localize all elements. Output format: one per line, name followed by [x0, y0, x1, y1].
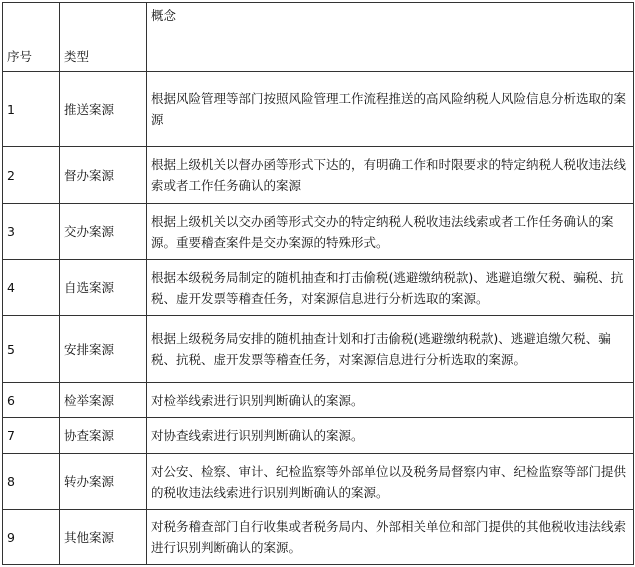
row-type: 安排案源	[60, 316, 147, 383]
row-type: 协查案源	[60, 418, 147, 454]
row-concept: 对税务稽查部门自行收集或者税务局内、外部相关单位和部门提供的其他税收违法线索进行识别判断确认的案源。	[147, 510, 634, 565]
row-concept: 根据风险管理等部门按照风险管理工作流程推送的高风险纳税人风险信息分析选取的案源	[147, 72, 634, 147]
table-row	[3, 510, 634, 565]
header-no: 序号	[3, 3, 60, 72]
table-row	[3, 454, 634, 510]
row-no: 7	[3, 418, 60, 454]
table-row	[3, 418, 634, 454]
row-no: 3	[3, 204, 60, 260]
row-concept: 对协查线索进行识别判断确认的案源。	[147, 418, 634, 454]
row-type: 转办案源	[60, 454, 147, 510]
table-row	[3, 260, 634, 316]
table-row	[3, 316, 634, 383]
case-source-table	[2, 2, 634, 565]
table-row	[3, 147, 634, 204]
row-concept: 对检举线索进行识别判断确认的案源。	[147, 383, 634, 418]
table-row	[3, 72, 634, 147]
row-type: 督办案源	[60, 147, 147, 204]
row-type: 自选案源	[60, 260, 147, 316]
table-header-row	[3, 3, 634, 72]
table-row	[3, 383, 634, 418]
row-type: 检举案源	[60, 383, 147, 418]
header-concept: 概念	[147, 3, 634, 72]
row-type: 交办案源	[60, 204, 147, 260]
row-concept: 对公安、检察、审计、纪检监察等外部单位以及税务局督察内审、纪检监察等部门提供的税收违法线索进行识别判断确认的案源。	[147, 454, 634, 510]
table-row	[3, 204, 634, 260]
row-no: 2	[3, 147, 60, 204]
header-type: 类型	[60, 3, 147, 72]
row-no: 6	[3, 383, 60, 418]
row-no: 4	[3, 260, 60, 316]
row-type: 其他案源	[60, 510, 147, 565]
row-concept: 根据本级税务局制定的随机抽查和打击偷税(逃避缴纳税款)、逃避追缴欠税、骗税、抗税、虚开发票等稽查任务，对案源信息进行分析选取的案源。	[147, 260, 634, 316]
row-no: 9	[3, 510, 60, 565]
row-concept: 根据上级机关以交办函等形式交办的特定纳税人税收违法线索或者工作任务确认的案源。重要稽查案件是交办案源的特殊形式。	[147, 204, 634, 260]
row-no: 1	[3, 72, 60, 147]
row-concept: 根据上级机关以督办函等形式下达的，有明确工作和时限要求的特定纳税人税收违法线索或者工作任务确认的案源	[147, 147, 634, 204]
row-no: 5	[3, 316, 60, 383]
row-concept: 根据上级税务局安排的随机抽查计划和打击偷税(逃避缴纳税款)、逃避追缴欠税、骗税、抗税、虚开发票等稽查任务，对案源信息进行分析选取的案源。	[147, 316, 634, 383]
row-no: 8	[3, 454, 60, 510]
row-type: 推送案源	[60, 72, 147, 147]
